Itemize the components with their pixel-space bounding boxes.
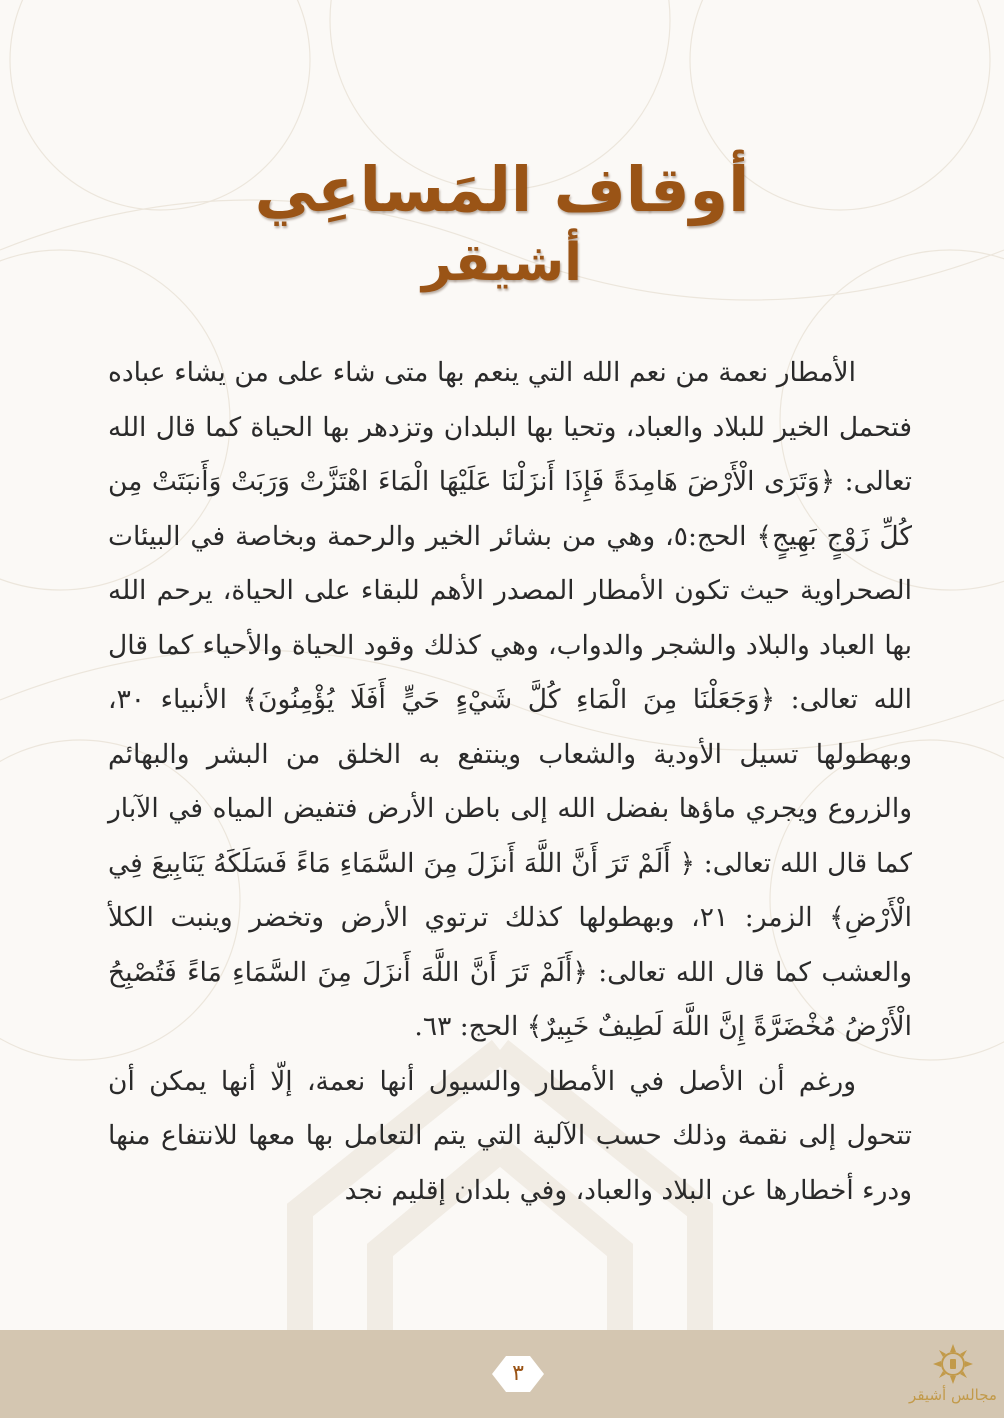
quran-verse: ﴿أَلَمْ تَرَ أَنَّ اللَّهَ أَنزَلَ مِنَ السَّمَاءِ مَاءً فَتُصْبِحُ الْأَرْضُ مُخْضَرَّةً إِنَّ اللَّهَ لَطِيفٌ خَبِيرٌ﴾ <box>108 956 912 1042</box>
body-text: ورغم أن الأصل في الأمطار والسيول أنها نعمة، إلّا أنها يمكن أن تتحول إلى نقمة وذلك حسب الآلية التي يتم التعامل بها معها للانتفاع منها ودرء أخطارها عن البلاد والعباد، وفي بلدان إقليم نجد <box>108 1065 912 1206</box>
body-text: الحج:٥، وهي من بشائر الخير والرحمة وبخاصة في البيئات الصحراوية حيث تكون الأمطار المصدر الأهم للبقاء على الحياة، يرحم الله بها العباد والبلاد والشجر والدواب، وهي كذلك وقود الحياة والأحياء كما قال الله تعالى: <box>108 520 912 715</box>
quran-verse: ﴿وَجَعَلْنَا مِنَ الْمَاءِ كُلَّ شَيْءٍ حَيٍّ أَفَلَا يُؤْمِنُونَ﴾ <box>242 684 776 715</box>
body-text: الأنبياء ٣٠، وبهطولها تسيل الأودية والشعاب وينتفع به الخلق من البشر والبهائم والزروع ويجري ماؤها بفضل الله إلى باطن الأرض فتفيض المياه في الآبار كما قال الله تعالى: <box>108 684 912 879</box>
paragraph <box>108 1055 912 1219</box>
logo-emblem-icon <box>931 1342 975 1386</box>
page-subtitle: أشيقر <box>422 233 582 293</box>
title-block <box>0 150 1004 296</box>
quran-verse: ﴿وَتَرَى الْأَرْضَ هَامِدَةً فَإِذَا أَنزَلْنَا عَلَيْهَا الْمَاءَ اهْتَزَّتْ وَرَبَتْ وَأَنبَتَتْ مِن كُلِّ زَوْجٍ بَهِيجٍ﴾ <box>108 466 912 552</box>
article-body <box>108 346 912 1218</box>
page-title: أوقاف المَساعِي <box>254 153 750 226</box>
page-number: ٣ <box>512 1361 524 1386</box>
body-text: الأمطار نعمة من نعم الله التي ينعم بها متى شاء على من يشاء عباده فتحمل الخير للبلاد والعباد، وتحيا بها البلدان وتزدهر بها الحياة كما قال الله تعالى: <box>108 357 912 497</box>
publisher-logo <box>908 1342 998 1412</box>
logo-text: مجالس أشيقر <box>909 1386 997 1404</box>
quran-verse: ﴿ أَلَمْ تَرَ أَنَّ اللَّهَ أَنزَلَ مِنَ السَّمَاءِ مَاءً فَسَلَكَهُ يَنَابِيعَ فِي الْأَرْضِ﴾ <box>108 847 912 933</box>
body-text: الحج: ٦٣. <box>414 1011 527 1042</box>
paragraph <box>108 346 912 1055</box>
body-text: الزمر: ٢١، وبهطولها كذلك ترتوي الأرض وتخضر وينبت الكلأ والعشب كما قال الله تعالى: <box>108 902 913 988</box>
